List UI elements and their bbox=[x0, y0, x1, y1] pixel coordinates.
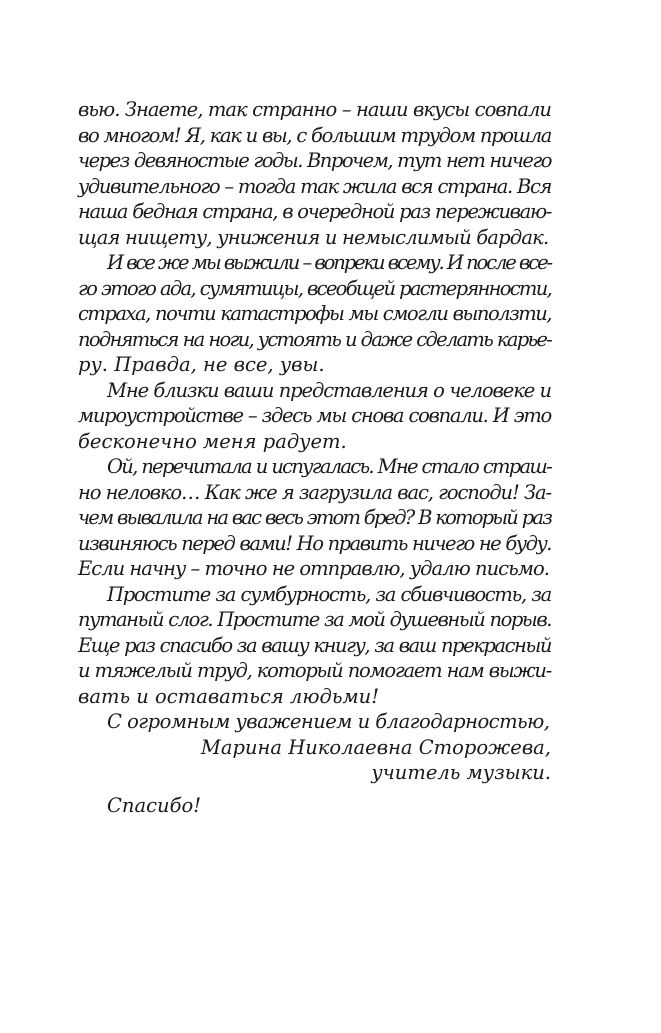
text-line: через девяностые годы. Впрочем, тут нет ничего bbox=[78, 149, 551, 172]
text-line: во многом! Я, как и вы, с большим трудом прошла bbox=[78, 123, 551, 147]
postscript bbox=[78, 793, 551, 819]
text-line: щая нищету, унижения и немыслимый бардак. bbox=[78, 225, 549, 249]
text-line: подняться на ноги, устоять и даже сделать карье- bbox=[78, 327, 551, 351]
text-line: наша бедная страна, в очередной раз переживаю- bbox=[78, 200, 551, 223]
signature-occupation: учитель музыки. bbox=[371, 761, 551, 784]
signature-block bbox=[78, 735, 551, 786]
signature-name: Марина Николаевна Сторожева, bbox=[200, 735, 551, 759]
text-line: путаный слог. Простите за мой душевный порыв. bbox=[78, 608, 551, 631]
letter-page bbox=[78, 97, 551, 818]
text-line: чем вывалила на вас весь этот бред? В который раз bbox=[78, 506, 551, 529]
text-line: бесконечно меня радует. bbox=[78, 429, 347, 453]
text-line: Если начну – точно не отправлю, удалю письмо. bbox=[78, 557, 549, 580]
text-line: И все же мы выжили – вопреки всему. И после все- bbox=[107, 251, 551, 274]
text-line: извиняюсь перед вами! Но править ничего не буду. bbox=[78, 531, 551, 555]
text-line: вью. Знаете, так странно – наши вкусы совпали bbox=[78, 98, 551, 121]
text-line: Мне близки ваши представления о человеке и bbox=[107, 378, 551, 402]
text-line: вать и оставаться людьми! bbox=[78, 684, 380, 708]
text-line: удивительного – тогда так жила вся страна. Вся bbox=[78, 174, 551, 198]
text-line: но неловко… Как же я загрузила вас, господи! За- bbox=[78, 480, 551, 504]
postscript-text: Спасибо! bbox=[107, 793, 202, 817]
closing-line: С огромным уважением и благодарностью, bbox=[107, 710, 550, 733]
text-line: и тяжелый труд, который помогает нам выжи- bbox=[78, 659, 551, 682]
paragraph-3 bbox=[78, 378, 551, 455]
paragraph-4 bbox=[78, 454, 551, 582]
text-line: мироустройстве – здесь мы снова совпали. И это bbox=[78, 404, 551, 427]
text-line: го этого ада, сумятицы, всеобщей растерянности, bbox=[78, 276, 551, 300]
text-line: ру. Правда, не все, увы. bbox=[78, 353, 325, 376]
paragraph-2 bbox=[78, 250, 551, 378]
paragraph-5 bbox=[78, 582, 551, 710]
text-line: Простите за сумбурность, за сбивчивость, за bbox=[107, 582, 551, 606]
closing bbox=[78, 709, 551, 735]
paragraph-1 bbox=[78, 97, 551, 250]
text-line: Еще раз спасибо за вашу книгу, за ваш прекрасный bbox=[78, 633, 551, 657]
text-line: Ой, перечитала и испугалась. Мне стало страш- bbox=[107, 455, 551, 478]
text-line: страха, почти катастрофы мы смогли выползти, bbox=[78, 302, 551, 325]
